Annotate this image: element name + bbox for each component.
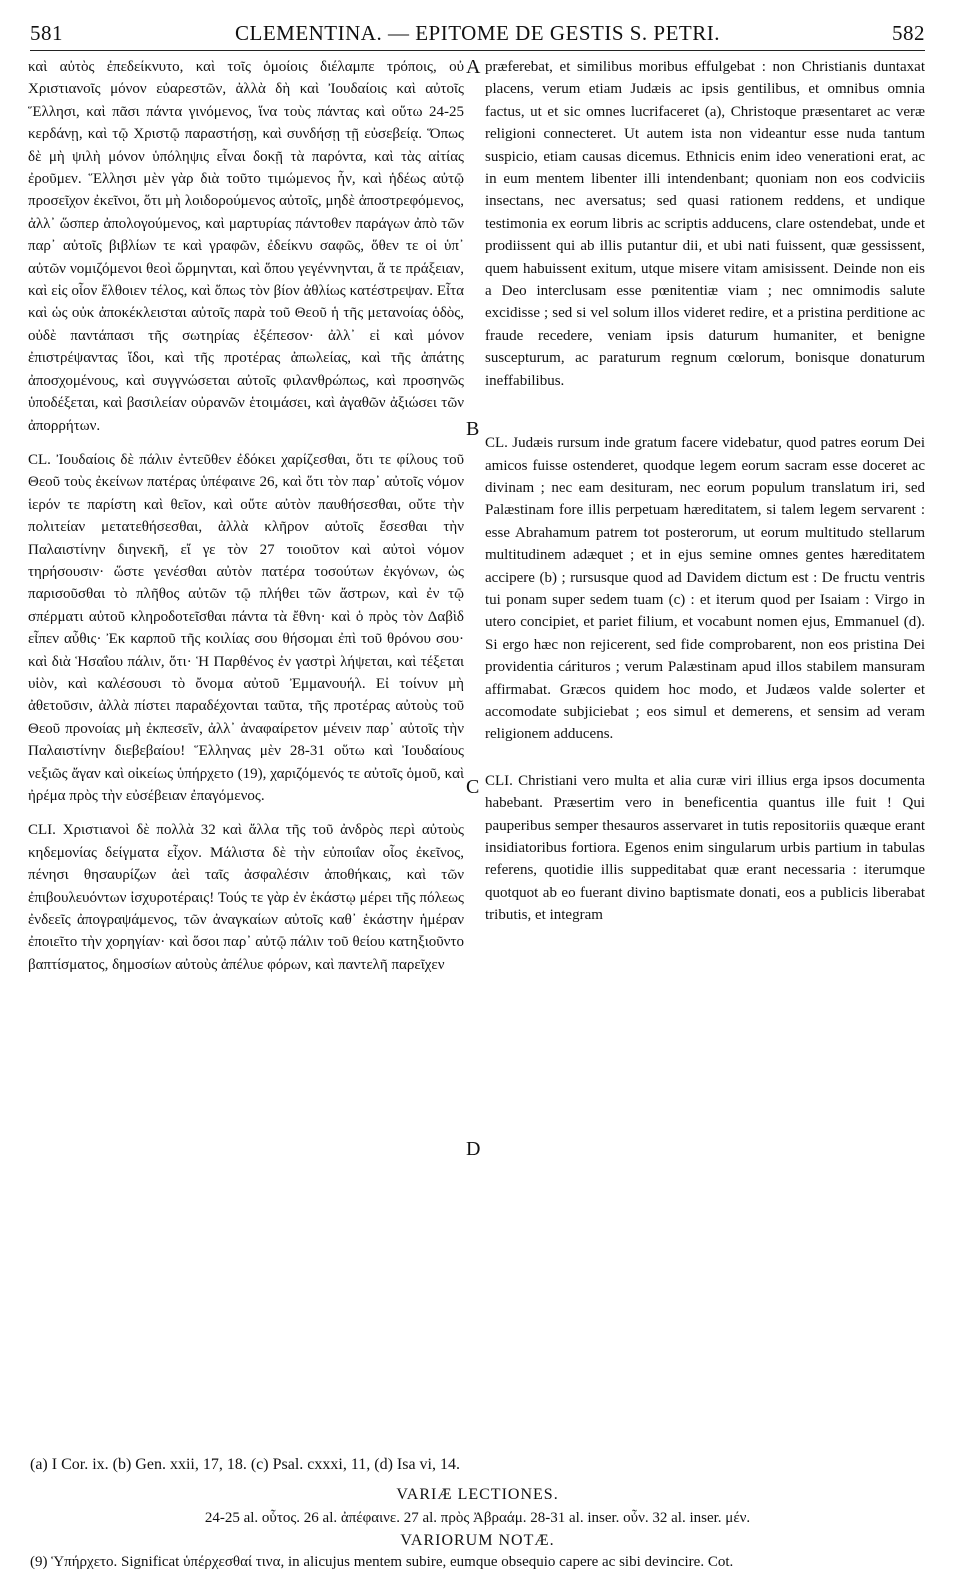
margin-letter-b: B: [466, 418, 480, 440]
variae-lectiones-heading: VARIÆ LECTIONES.: [396, 1486, 559, 1503]
greek-column: [28, 56, 464, 976]
page-number-left: 581: [30, 21, 63, 45]
greek-paragraph-cl: CL. Ἰουδαίοις δὲ πάλιν ἐντεῦθεν ἐδόκει χαρίζεσθαι, ὅτι τε φίλους τοῦ Θεοῦ τοὺς ἐκείνων πατέρας ὑπέφαινε 26, καὶ ὅτι τὸν παρ᾽ αὐτοῖς νόμον ἱερόν τε παρίστη καὶ θεῖον, καὶ οὔτε αὐτὸν παυθήσεσθαι, οὔτε τὴν πολιτείαν μετατεθήσεσθαι, ἀλλὰ κλῆρον αὐτοῖς ἔσεσθαι τὴν Παλαιστίνην διηνεκῆ, εἴ γε τὸν 27 τοιοῦτον καὶ αὐτοὶ νόμον τηρήσουσιν· ὥστε γενέσθαι αὐτὸν πατέρα τοσούτων ἐκγόνων, ὡς παρισοῦσθαι τὸ πλῆθος αὐτῶν τῷ πλήθει τῶν ἄστρων, καὶ ἐν τῷ σπέρματι αὐτοῦ κληροδοτεῖσθαι πάντα τὰ ἔθνη· καὶ ὁ πρὸς τὸν Δαβὶδ εἶπεν αὖθις· Ἐκ καρποῦ τῆς κοιλίας σου θήσομαι ἐπὶ τοῦ θρόνου σου· καὶ διὰ Ἡσαΐου πάλιν, ὅτι· Ἡ Παρθένος ἐν γαστρὶ λήψεται, καὶ τέξεται υἱὸν, καὶ καλέσουσι τὸ ὄνομα αὐτοῦ Ἐμμανουήλ. Εἰ τοίνυν μὴ ἀθετοῦσιν, ἀλλὰ πίστει παραδέχονται ταῦτα, τῆς προτέρας αὐτοὺς τοῦ Θεοῦ προνοίας μὴ ἐκπεσεῖν, ἀλλ᾽ ἀναφαίρετον μένειν παρ᾽ αὐτοῖς τὴν Παλαιστίνην διεβεβαίου! Ἕλληνας μὲν 28-31 οὕτω καὶ Ἰουδαίους νεξιῶς ἄγαν καὶ οἰκείως ὑπήρχετο (19), χαριζόμενός τε αὐτοῖς ὁμοῦ, καὶ ἠρέμα πρὸς τὴν εὐσέβειαν ἐπαγόμενος.: [28, 451, 464, 804]
latin-paragraph-1: præferebat, et similibus moribus effulgebat : non Christianis duntaxat placens, verum etiam Judæis ac ipsis gentilibus, et omnibus omnia factus, ut et sic omnes lucrifaceret (a), Christoque præsentaret ac veræ religioni connecteret. Ut autem ista non videantur esse nuda tantum suspicio, etiam causas dicemus. Ethnicis enim ideo venerationi erat, ac in eum mentem libenter illi intendenbant; quoniam non eos codviciis insectans, nec aversatus; sed quasi rationem reddens, et undique testimonia ex eorum libris ac scriptis adducens, clare ostendebat, unde et prodiissent qui ab illis putantur dii, et ubi nati fuissent, quæ gessissent, quem habuissent exitum, utque misere vitam amisissent. Deinde non eis a Deo interclusam esse pœnitentiæ viam ; nec omnimodis salute excidisse ; sed si vel solum illos videret redire, et a pristina perditione ac fraude recedere, veniam ipsis daturum humaniter, et benigne suscepturum, ac paraturum regnum cœlorum, bonisque donaturum ineffabilibus.: [485, 59, 925, 389]
latin-paragraph-cl: CL. Judæis rursum inde gratum facere videbatur, quod patres eorum Dei amicos fuisse ostenderet, quodque legem eorum sacram esse doceret ac divinam ; nec eam desituram, nec eorum populum translatum iri, sed Palæstinam fore illis perpetuam hæreditatem, si talem legem servarent : esse Abrahamum patrem tot posterorum, ut eorum multitudo stellarum multitudinem adæquet ; et in ejus semine omnes gentes hæreditatem accipere (b) ; rursusque quod ad Davidem dictum est : De fructu ventris tui ponam super sedem tuam (c) : et iterum quod per Isaiam : Virgo in utero concipiet, et pariet filium, et vocabunt nomen ejus, Emmanuel (d). Si ergo hæc non rejicerent, sed fide comprobarent, non eos pristina Dei providentia cárituros ; verum Palæstinam apud illos stabilem mansuram affirmabat. Græcos quidem hoc modo, et Judæos valde solerter et accomodate subjiciebat ; eos simul et demerens, et sensim ad veram religionem adducens.: [485, 435, 925, 743]
variorum-notae-text: (9) Ὑπήρχετο. Significat ὑπέρχεσθαί τινα, in alicujus mentem subire, eumque obsequio capere ac sibi devincire. Cot.: [30, 1554, 734, 1570]
variorum-notae-heading: VARIORUM NOTÆ.: [400, 1532, 555, 1549]
latin-column: [485, 56, 925, 927]
latin-paragraph-cli: CLI. Christiani vero multa et alia curæ viri illius erga ipsos documenta habebant. Præsertim vero in beneficentia quantus ille fuit ! Qui pauperibus semper thesauros asservaret in tutis repositoriis quæque erant insidiatoribus fortiora. Egenos enim singularum urbis partium in tabulas referens, quotidie illis suppeditabat quæ erant necessaria : iterumque quotquot ab eo fuerant divino baptismate donati, eos a publicis liberabat tributis, et integram: [485, 772, 925, 924]
variae-lectiones-text: 24-25 al. οὗτος. 26 al. ἀπέφαινε. 27 al. πρὸς Ἀβραάμ. 28-31 al. inser. οὖν. 32 al. inser. μέν.: [204, 1510, 751, 1526]
running-title: CLEMENTINA. — EPITOME DE GESTIS S. PETRI.: [234, 21, 721, 45]
greek-paragraph-cli: CLI. Χριστιανοὶ δὲ πολλὰ 32 καὶ ἄλλα τῆς τοῦ ἀνδρὸς περὶ αὐτοὺς κηδεμονίας δείγματα εἶχον. Μάλιστα δὲ τὴν εὐποιΐαν οἷος ἐκεῖνος, πένησι θησαυρίζων ἀεὶ ταῖς ἀσφαλέσιν ἀποθήκαις, καὶ τῶν ἐπιβουλευόντων ἰσχυροτέραις! Τούς τε γὰρ ἐν ἑκάστῳ μέρει τῆς πόλεως ἐνδεεῖς ἀπογραψάμενος, τῶν ἀναγκαίων αὐτοῖς καθ᾽ ἑκάστην ἡμέραν ἐποιεῖτο τὴν χορηγίαν· καὶ ὅσοι παρ᾽ αὐτῷ πάλιν τοῦ θείου κατηξιοῦντο βαπτίσματος, δημοσίων αὐτοὺς ἀπέλυε φόρων, καὶ παντελῆ παρεῖχεν: [28, 822, 464, 973]
page-number-right: 582: [892, 21, 925, 45]
page-header: [30, 10, 925, 51]
scripture-footnotes: (a) I Cor. ix. (b) Gen. xxii, 17, 18. (c) Psal. cxxxi, 11, (d) Isa vi, 14.: [30, 1456, 460, 1473]
margin-letter-c: C: [466, 776, 480, 798]
margin-letter-d: D: [466, 1138, 481, 1160]
greek-paragraph-1: καὶ αὐτὸς ἐπεδείκνυτο, καὶ τοῖς ὁμοίοις διέλαμπε τρόποις, οὐ Χριστιανοῖς μόνον εὐαρεστῶν, ἀλλὰ δὴ καὶ Ἰουδαίοις καὶ αὐτοῖς Ἕλλησι, καὶ πᾶσι πάντα γινόμενος, ἵνα τοὺς πάντας καὶ οὕτω 24-25 κερδάνῃ, καὶ τῷ Χριστῷ παραστήσῃ, καὶ συνδήσῃ τῇ εὐσεβείᾳ. Ὅπως δὲ μὴ ψιλὴ μόνον ὑπόληψις εἶναι δοκῇ τὰ παρόντα, καὶ τὰς αἰτίας ἐροῦμεν. Ἕλλησι μὲν γὰρ διὰ τοῦτο τιμώμενος ἦν, καὶ ἡδέως αὐτῷ προσεῖχον ἐκεῖνοι, ὅτι μὴ λοιδορούμενος αὐτοῖς, μηδὲ ἀποστρεφόμενος, ἀλλ᾽ ὥσπερ ἀπολογούμενος, καὶ μαρτυρίας πάντοθεν παράγων ἀπὸ τῶν παρ᾽ αὐτοῖς βιβλίων τε καὶ γραφῶν, ἐδείκνυ σαφῶς, ὅθεν τε οἱ ὑπ᾽ αὐτῶν νομιζόμενοι θεοὶ ὥρμηνται, καὶ ὅπου γεγέννηνται, ἅ τε πράξειαν, καὶ εἰς οἷον ἔλθοιεν τέλος, καὶ ὅπως τὸν βίον ἀθλίως κατέστρεψαν. Εἶτα καὶ ὡς οὐκ ἀποκέκλεισται αὐτοῖς παρὰ τοῦ Θεοῦ ἡ τῆς μετανοίας ὁδὸς, οὐδὲ παντάπασι τῆς σωτηρίας ἐξέπεσον· ἀλλ᾽ εἰ καὶ μόνον ἐπιστρέψαντας ἴδοι, καὶ τῆς προτέρας ἀπωλείας, καὶ τῆς ἀπάτης ἀποσχομένους, καὶ συγγνώσεται αὐτοῖς φιλανθρώπως, καὶ προσηνῶς ὑποδέξεται, καὶ βασιλείαν οὐρανῶν ἑτοιμάσει, καὶ ἀγαθῶν ἀξιώσει τῶν ἀπορρήτων.: [28, 59, 464, 434]
margin-letter-a: A: [466, 56, 481, 78]
